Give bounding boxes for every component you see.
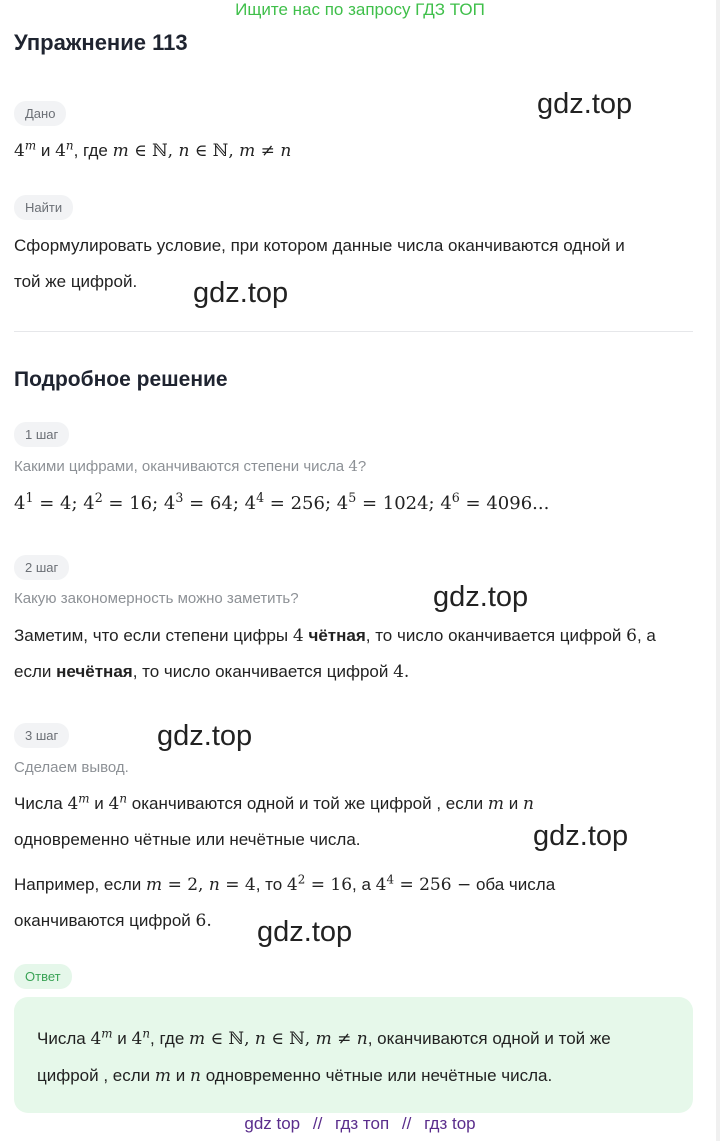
step-3-label: 3 шаг xyxy=(14,723,69,748)
find-line-1: Сформулировать условие, при котором данные числа оканчиваются одной и xyxy=(14,236,625,255)
answer-pill xyxy=(14,964,72,989)
step-1-label: 1 шаг xyxy=(14,422,69,447)
step-3-text-i: оканчиваются цифрой xyxy=(14,911,191,930)
footer-separator: // xyxy=(312,1114,323,1133)
footer-links xyxy=(0,1114,720,1134)
answer-text-e: цифрой , если xyxy=(37,1066,151,1085)
step-2-pill xyxy=(14,555,69,580)
step-2-text-b: , то число оканчивается цифрой xyxy=(365,626,622,645)
section-divider xyxy=(14,331,693,332)
step-1-question-number: 4 xyxy=(348,457,358,475)
step-3-text-h: оба числа xyxy=(475,875,556,894)
answer-text-f: и xyxy=(175,1066,186,1085)
watermark: gdz.top xyxy=(157,720,253,752)
find-pill xyxy=(14,195,73,220)
scrollbar-track[interactable] xyxy=(716,0,720,1141)
step-2-label: 2 шаг xyxy=(14,555,69,580)
step-1-pill xyxy=(14,422,69,447)
given-label: Дано xyxy=(14,101,66,126)
step-3-text-g: , а xyxy=(352,875,371,894)
step-2-text-d: если xyxy=(14,662,52,681)
step-3-text-e: Например, если xyxy=(14,875,142,894)
step-1-question-mark: ? xyxy=(357,458,367,475)
step-3-text-d: и xyxy=(508,794,519,813)
step-3-line-3: Например, если m = 2, n = 4, то $4^2 = 16$, а $4^4 = 256$ − оба числа xyxy=(14,872,556,895)
given-statement: 4$^m$ и 4$^n$, где m ∈ ℕ, n ∈ ℕ, m ≠ n xyxy=(14,138,292,161)
solution-title: Подробное решение xyxy=(14,368,228,391)
answer-text-b: и xyxy=(117,1029,127,1048)
step-2-text-c: , а xyxy=(636,626,656,645)
answer-line-1: Числа 4$^m$ и 4$^n$, где m ∈ ℕ, n ∈ ℕ, m ≠ n, оканчиваются одной и той же xyxy=(37,1026,611,1049)
footer-link-gdz-top[interactable]: gdz top xyxy=(244,1114,301,1133)
answer-line-2: цифрой , если m и n одновременно чётные или нечётные числа. xyxy=(37,1066,553,1086)
answer-text-g: одновременно чётные или нечётные числа. xyxy=(205,1066,553,1085)
step-1-question-text: Какими цифрами, оканчиваются степени числа xyxy=(14,458,345,475)
given-and: и xyxy=(40,141,51,160)
find-label: Найти xyxy=(14,195,73,220)
step-3-text-f: , то xyxy=(255,875,283,894)
footer-link-gdz-top-ru[interactable]: гдз топ xyxy=(335,1114,390,1133)
watermark: gdz.top xyxy=(257,916,353,948)
step-2-even-word: чётная xyxy=(308,626,366,645)
given-where: , где xyxy=(73,141,108,160)
step-1-question xyxy=(14,457,366,475)
step-1-powers: $4^1 = 4$; $4^2 = 16$; $4^3 = 64$; $4^4 = 256$; $4^5 = 1024$; $4^6 = 4096$... xyxy=(14,490,550,514)
step-3-line-1: Числа 4$^m$ и 4$^n$ оканчиваются одной и той же цифрой , если m и n xyxy=(14,791,534,814)
step-3-line-2: одновременно чётные или нечётные числа. xyxy=(14,830,361,849)
watermark: gdz.top xyxy=(433,581,529,613)
step-3-text-b: и xyxy=(94,794,104,813)
step-2-line-2: если нечётная, то число оканчивается цифрой 4. xyxy=(14,662,410,682)
answer-text-a: Числа xyxy=(37,1029,86,1048)
step-2-text-e: , то число оканчивается цифрой xyxy=(132,662,389,681)
search-hint-banner: Ищите нас по запросу ГДЗ ТОП xyxy=(235,0,485,19)
watermark: gdz.top xyxy=(193,277,289,309)
answer-text-d: , оканчиваются одной и той же xyxy=(367,1029,611,1048)
answer-label: Ответ xyxy=(14,964,72,989)
step-2-line-1: Заметим, что если степени цифры 4 чётная, то число оканчивается цифрой 6, а xyxy=(14,626,656,646)
watermark: gdz.top xyxy=(533,820,629,852)
step-2-odd-word: нечётная xyxy=(56,662,133,681)
page-title: Упражнение 113 xyxy=(14,30,188,55)
given-pill xyxy=(14,101,66,126)
step-3-pill xyxy=(14,723,69,748)
find-line-2: той же цифрой. xyxy=(14,272,138,291)
answer-text-c: , где xyxy=(150,1029,185,1048)
step-2-text-a: Заметим, что если степени цифры xyxy=(14,626,289,645)
step-3-text-a: Числа xyxy=(14,794,63,813)
footer-separator: // xyxy=(401,1114,412,1133)
step-3-line-4: оканчиваются цифрой 6. xyxy=(14,911,212,931)
watermark: gdz.top xyxy=(537,88,633,120)
step-3-text-c: оканчиваются одной и той же цифрой , если xyxy=(131,794,484,813)
step-2-question: Какую закономерность можно заметить? xyxy=(14,590,299,607)
step-3-question: Сделаем вывод. xyxy=(14,759,129,776)
footer-link-gdz-top-mixed[interactable]: гдз top xyxy=(424,1114,476,1133)
